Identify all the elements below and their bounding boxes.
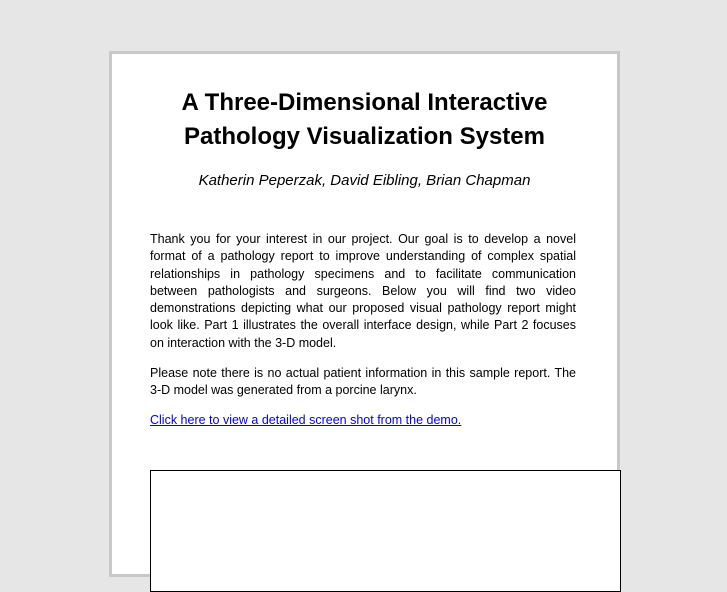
document-page xyxy=(109,51,620,577)
video-demo-frame[interactable] xyxy=(150,470,621,592)
title-line-1: A Three-Dimensional Interactive xyxy=(181,89,548,116)
notice-paragraph: Please note there is no actual patient information in this sample report. The 3-D model was generated from a porcine larynx. xyxy=(150,366,576,398)
page-title xyxy=(112,86,617,154)
intro-paragraph: Thank you for your interest in our project. Our goal is to develop a novel format of a pathology report to improve understanding of complex spatial relationships in pathology specimens and to facilitate communication between pathologists and surgeons. Below you will find two video demonstrations depicting what our proposed visual pathology report might look like. Part 1 illustrates the overall interface design, while Part 2 focuses on interaction with the 3-D model. xyxy=(150,232,576,350)
title-line-2: Pathology Visualization System xyxy=(184,123,545,150)
authors-line: Katherin Peperzak, David Eibling, Brian Chapman xyxy=(198,172,531,189)
screenshot-link[interactable]: Click here to view a detailed screen shot from the demo. xyxy=(150,413,462,427)
